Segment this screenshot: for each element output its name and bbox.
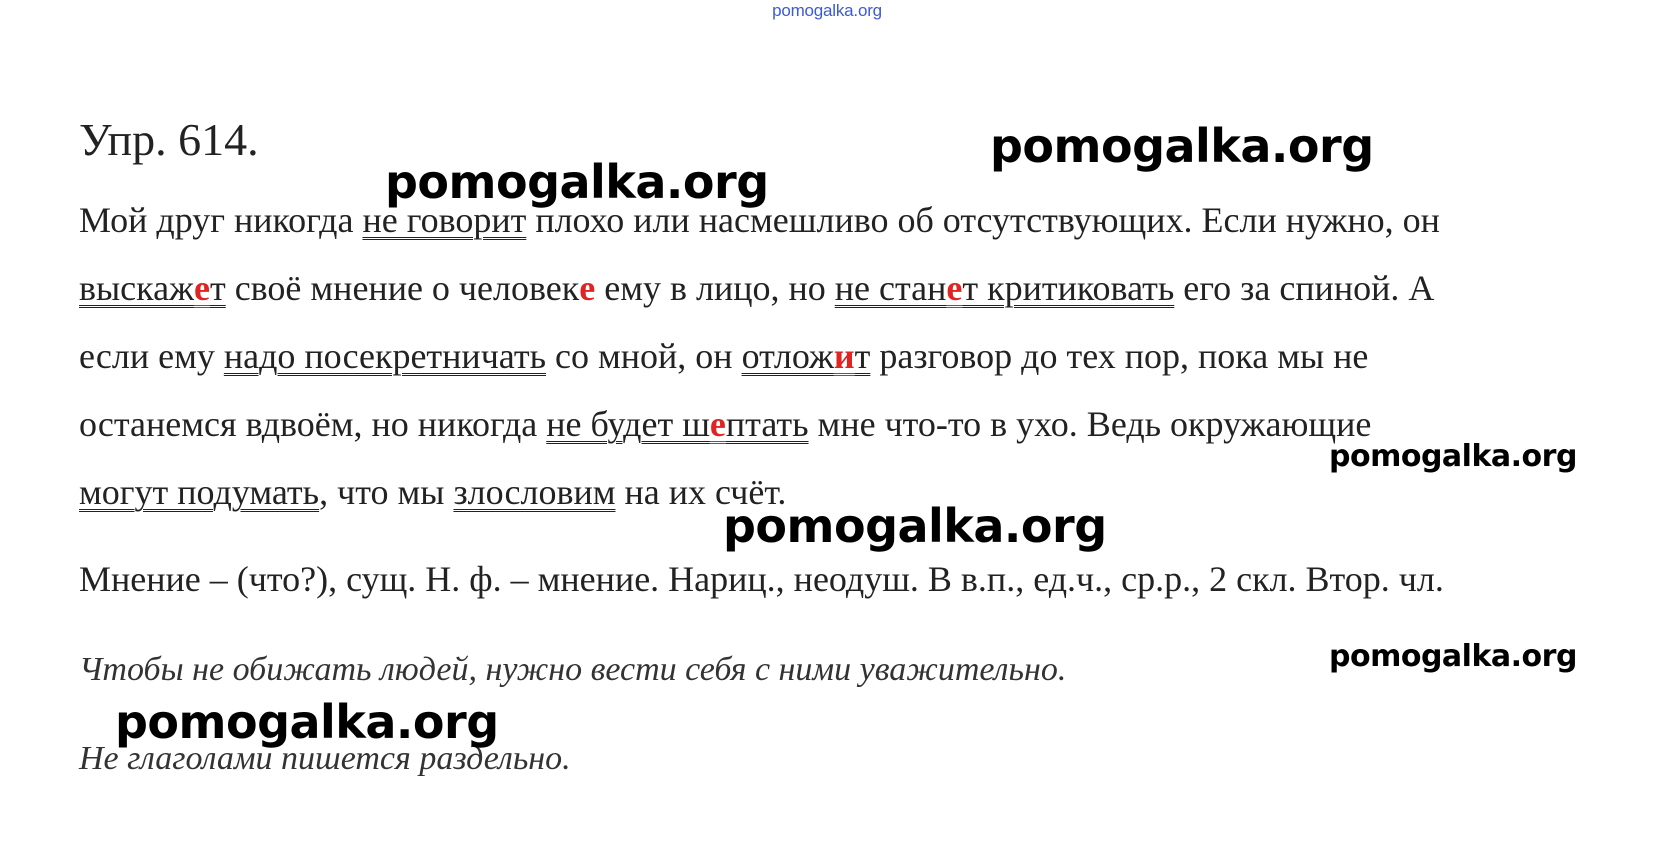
text-segment: разговор до тех пор, пока мы не — [870, 336, 1369, 376]
text-segment: своё мнение о человек — [225, 268, 580, 308]
exercise-title: Упр. 614. — [79, 114, 259, 165]
italic-note-rule: Не глаголами пишется раздельно. — [79, 740, 571, 777]
underlined-predicate: т критиковать — [962, 268, 1175, 308]
highlighted-letter: е — [579, 268, 596, 308]
underlined-predicate: птать — [725, 404, 809, 444]
underlined-predicate: злословим — [453, 472, 616, 512]
watermark-text: pomogalka.org — [385, 155, 769, 209]
watermark-text: pomogalka.org — [723, 499, 1107, 553]
text-segment: если ему — [79, 336, 224, 376]
underlined-predicate: не говорит — [362, 200, 527, 240]
watermark-text: pomogalka.org — [115, 695, 499, 749]
watermark-text: pomogalka.org — [1329, 639, 1577, 674]
underlined-predicate: отлож — [741, 336, 834, 376]
underlined-predicate: не будет ш — [546, 404, 710, 444]
italic-note-respect: Чтобы не обижать людей, нужно вести себя с ними уважительно. — [79, 651, 1067, 688]
underlined-predicate: выскаж — [79, 268, 194, 308]
text-line — [79, 254, 1599, 322]
text-segment: мне что-то в ухо. Ведь окружающие — [808, 404, 1372, 444]
text-segment: ему в лицо, но — [595, 268, 835, 308]
text-line — [79, 186, 1599, 254]
text-segment: останемся вдвоём, но никогда — [79, 404, 547, 444]
text-segment: на их счёт. — [615, 472, 787, 512]
highlighted-letter: е — [193, 268, 210, 308]
text-line — [79, 322, 1599, 390]
site-watermark-top: pomogalka.org — [772, 1, 882, 20]
underlined-predicate: т — [854, 336, 871, 376]
highlighted-letter: и — [833, 336, 855, 376]
morphological-analysis: Мнение – (что?), сущ. Н. ф. – мнение. Нариц., неодуш. В в.п., ед.ч., ср.р., 2 скл. Втор. чл. — [79, 559, 1444, 599]
watermark-text: pomogalka.org — [990, 119, 1374, 173]
watermark-text: pomogalka.org — [1329, 439, 1577, 474]
underlined-predicate: могут подумать — [79, 472, 320, 512]
highlighted-letter: е — [709, 404, 726, 444]
text-segment: плохо или насмешливо об отсутствующих. Если нужно, он — [526, 200, 1440, 240]
text-segment: , что мы — [319, 472, 454, 512]
underlined-predicate: т — [209, 268, 226, 308]
highlighted-letter: е — [946, 268, 963, 308]
text-segment: со мной, он — [546, 336, 742, 376]
text-segment: Мой друг никогда — [79, 200, 363, 240]
underlined-predicate: надо посекретничать — [223, 336, 546, 376]
underlined-predicate: не стан — [834, 268, 947, 308]
text-segment: его за спиной. А — [1174, 268, 1435, 308]
